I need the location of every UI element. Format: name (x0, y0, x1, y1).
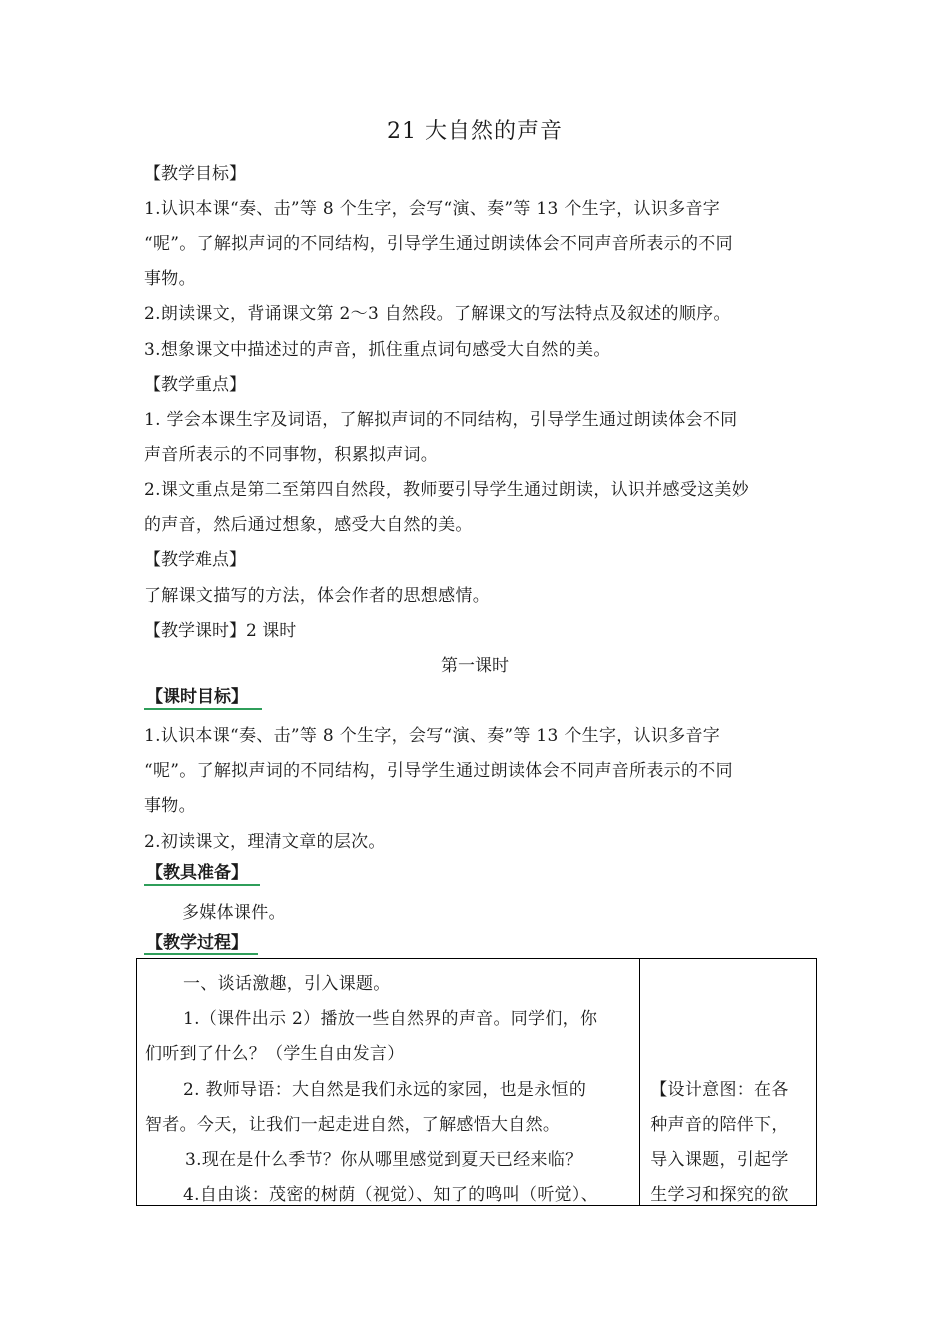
design-intent-line: 导入课题，引起学 (650, 1150, 789, 1170)
hours-line: 【教学课时】2 课时 (144, 621, 297, 641)
lesson-goals-line: 1.认识本课“奏、击”等 8 个生字，会写“演、奏”等 13 个生字，认识多音字 (144, 726, 721, 746)
process-line: 智者。今天，让我们一起走进自然，了解感悟大自然。 (145, 1115, 561, 1135)
process-line: 们听到了什么？（学生自由发言） (145, 1044, 405, 1064)
lesson-goals-line: 2.初读课文，理清文章的层次。 (144, 832, 386, 852)
objectives-heading: 【教学目标】 (144, 164, 246, 184)
lesson-one-heading: 第一课时 (441, 656, 509, 676)
design-intent-line: 种声音的陪伴下， (650, 1115, 789, 1135)
lesson-goals-line: 事物。 (144, 796, 196, 816)
process-line: 2. 教师导语：大自然是我们永远的家园，也是永恒的 (183, 1080, 587, 1100)
key-points-line: 2.课文重点是第二至第四自然段，教师要引导学生通过朗读，认识并感受这美妙 (144, 480, 750, 500)
key-points-line: 1. 学会本课生字及词语，了解拟声词的不同结构，引导学生通过朗读体会不同 (144, 410, 738, 430)
process-main-cell (137, 959, 640, 1206)
design-intent-cell (640, 959, 817, 1206)
process-heading: 【教学过程】 (146, 933, 248, 953)
process-line: 4.自由谈：茂密的树荫（视觉）、知了的鸣叫（听觉）、 (183, 1185, 599, 1205)
process-table (136, 958, 817, 1206)
objectives-line: 3.想象课文中描述过的声音，抓住重点词句感受大自然的美。 (144, 340, 611, 360)
design-intent-line: 【设计意图：在各 (650, 1080, 789, 1100)
process-line: 3.现在是什么季节？你从哪里感觉到夏天已经来临？ (185, 1150, 583, 1170)
process-line: 一、谈话激趣，引入课题。 (183, 974, 391, 994)
lesson-goals-line: “呢”。了解拟声词的不同结构，引导学生通过朗读体会不同声音所表示的不同 (144, 761, 733, 781)
lesson-goals-heading: 【课时目标】 (146, 687, 248, 707)
process-line: 1.（课件出示 2）播放一些自然界的声音。同学们，你 (183, 1009, 598, 1029)
key-points-line: 的声音，然后通过想象，感受大自然的美。 (144, 515, 473, 535)
process-underline (144, 953, 258, 955)
difficulties-line: 了解课文描写的方法，体会作者的思想感情。 (144, 586, 490, 606)
objectives-line: “呢”。了解拟声词的不同结构，引导学生通过朗读体会不同声音所表示的不同 (144, 234, 733, 254)
key-points-line: 声音所表示的不同事物，积累拟声词。 (144, 445, 439, 465)
objectives-line: 1.认识本课“奏、击”等 8 个生字，会写“演、奏”等 13 个生字，认识多音字 (144, 199, 721, 219)
objectives-line: 2.朗读课文，背诵课文第 2～3 自然段。了解课文的写法特点及叙述的顺序。 (144, 304, 731, 324)
materials-heading: 【教具准备】 (146, 863, 248, 883)
key-points-heading: 【教学重点】 (144, 375, 246, 395)
lesson-goals-underline (144, 708, 262, 710)
materials-text: 多媒体课件。 (182, 903, 286, 923)
materials-underline (144, 884, 260, 886)
design-intent-line: 生学习和探究的欲 (650, 1185, 789, 1205)
objectives-line: 事物。 (144, 269, 196, 289)
difficulties-heading: 【教学难点】 (144, 550, 246, 570)
lesson-title: 21 大自然的声音 (387, 119, 563, 144)
